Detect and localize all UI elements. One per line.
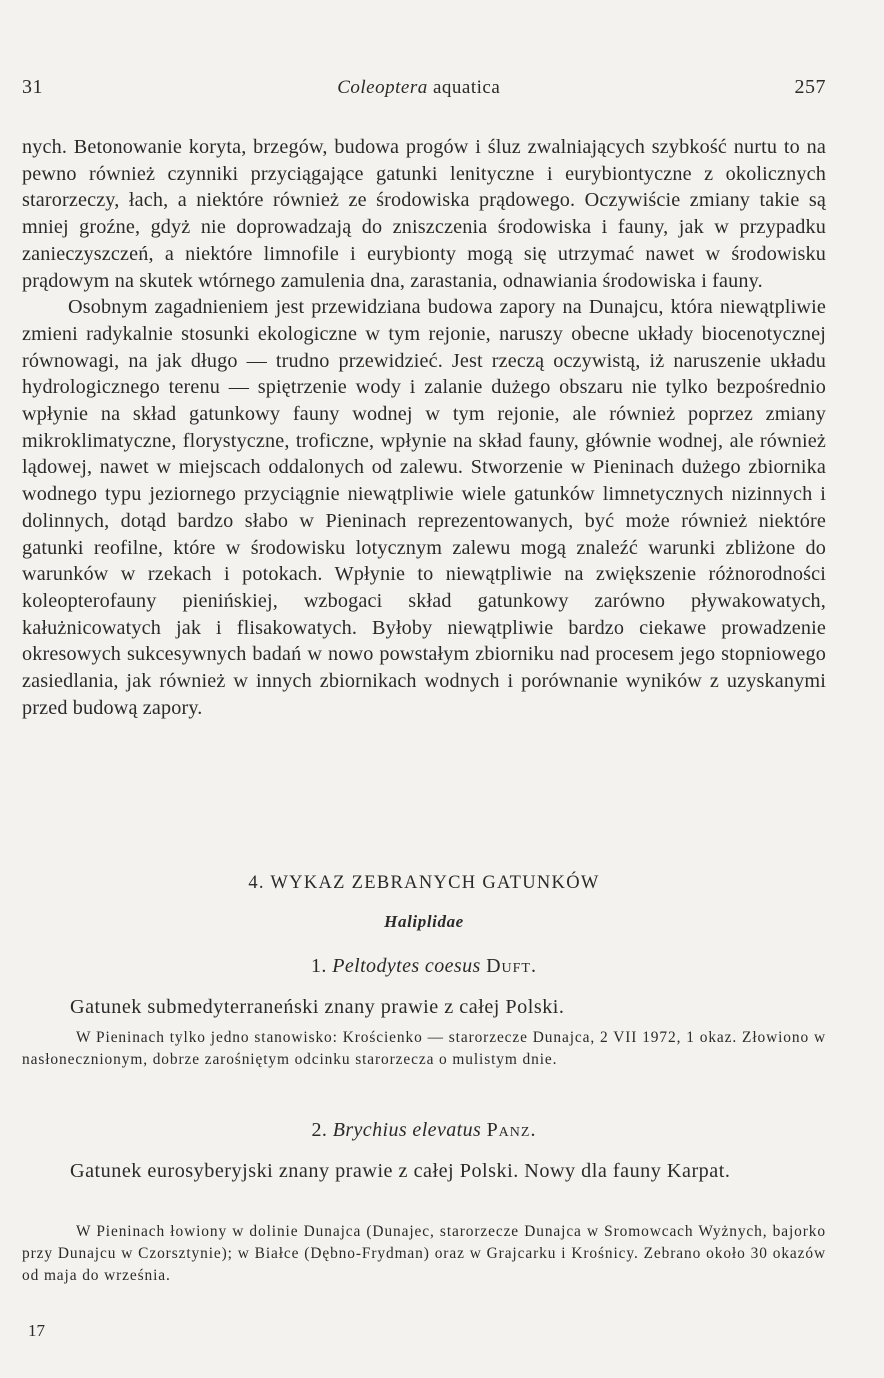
section-heading: 4. WYKAZ ZEBRANYCH GATUNKÓW (248, 873, 600, 893)
species-heading-2 (22, 1119, 826, 1142)
running-title-italic: Coleoptera (337, 77, 428, 98)
paragraph-2: Osobnym zagadnieniem jest przewidziana budowa zapory na Dunajcu, która niewątpliwie zmieni radykalnie stosunki ekologiczne w tym rejonie, naruszy obecne układy biocenotycznej równowagi, na jak długo — trudno przewidzieć. Jest rzeczą oczywistą, iż naruszenie układu hydrologicznego terenu — spiętrzenie wody i zalanie dużego obszaru nie tylko bezpośrednio wpłynie na skład gatunkowy fauny wodnej w tym rejonie, ale również poprzez zmiany mikroklimatyczne, florystyczne, troficzne, wpłynie na skład fauny, głównie wodnej, ale również lądowej, nawet w miejscach oddalonych od zalewu. Stworzenie w Pieninach dużego zbiornika wodnego typu jeziornego przyciągnie niewątpliwie wiele gatunków limnetycznych nizinnych i dolinnych, dotąd bardzo słabo w Pieninach reprezentowanych, być może również niektóre gatunki reofilne, które w środowisku lotycznym zalewu mogą znaleźć warunki zbliżone do warunków w rzekach i potokach. Wpłynie to niewątpliwie na zwiększenie różnorodności koleopterofauny pienińskiej, wzbogaci skład gatunkowy zarówno pływakowatych, kałużnicowatych jak i flisakowatych. Byłoby niewątpliwie bardzo ciekawe prowadzenie okresowych sukcesywnych badań w nowo powstałym zbiorniku nad procesem jego stopniowego zasiedlania, jak również w innych zbiornikach wodnych i porównanie wyników z uzyskanymi przed budową zapory. (22, 296, 826, 719)
species-note-1: W Pieninach tylko jedno stanowisko: Krościenko — starorzecze Dunajca, 2 VII 1972, 1 okaz. Złowiono w nasłonecznionym, dobrze zarośniętym odcinku starorzecza o mulistym dnie. (22, 1029, 826, 1068)
chapter-number: 31 (22, 76, 43, 98)
species-author: Panz. (486, 1119, 537, 1141)
page-number: 257 (794, 76, 826, 98)
species-number: 1. (311, 955, 327, 977)
species-name: Peltodytes coesus (332, 955, 481, 977)
sheet-signature: 17 (28, 1321, 45, 1340)
family-heading: Haliplidae (384, 912, 464, 931)
paragraph-1: nych. Betonowanie koryta, brzegów, budowa progów i śluz zwalniających szybkość nurtu to na pewno również czynniki przyciągające gatunki lenityczne i eurybiontyczne z okolicznych starorzeczy, łach, a niektóre również ze środowiska prądowego. Oczywiście zmiany takie są mniej groźne, gdyż nie doprowadzają do zniszczenia środowiska i fauny, jak w przypadku zanieczyszczeń, a niektóre limnofile i eurybionty mogą się utrzymać nawet w środowisku prądowym na skutek wtórnego zamulenia dna, zarastania, odnawiania środowiska i fauny. (22, 136, 826, 292)
species-note-2: W Pieninach łowiony w dolinie Dunajca (Dunajec, starorzecze Dunajca w Sromowcach Wyżnych, bajorko przy Dunajcu w Czorsztynie); w Białce (Dębno-Frydman) oraz w Grajcarku i Krośnicy. Zebrano około 30 okazów od maja do września. (22, 1223, 826, 1284)
running-title-rest: aquatica (432, 77, 501, 98)
species-number: 2. (311, 1119, 328, 1141)
species-description-2: Gatunek eurosyberyjski znany prawie z całej Polski. Nowy dla fauny Karpat. (70, 1160, 731, 1182)
species-name: Brychius elevatus (332, 1119, 482, 1141)
species-author: Duft. (486, 955, 537, 977)
species-description-1: Gatunek submedyterraneński znany prawie z całej Polski. (70, 996, 565, 1018)
body-text (22, 134, 826, 721)
species-heading-1 (22, 955, 826, 978)
running-title (337, 77, 500, 99)
running-header (22, 76, 826, 99)
